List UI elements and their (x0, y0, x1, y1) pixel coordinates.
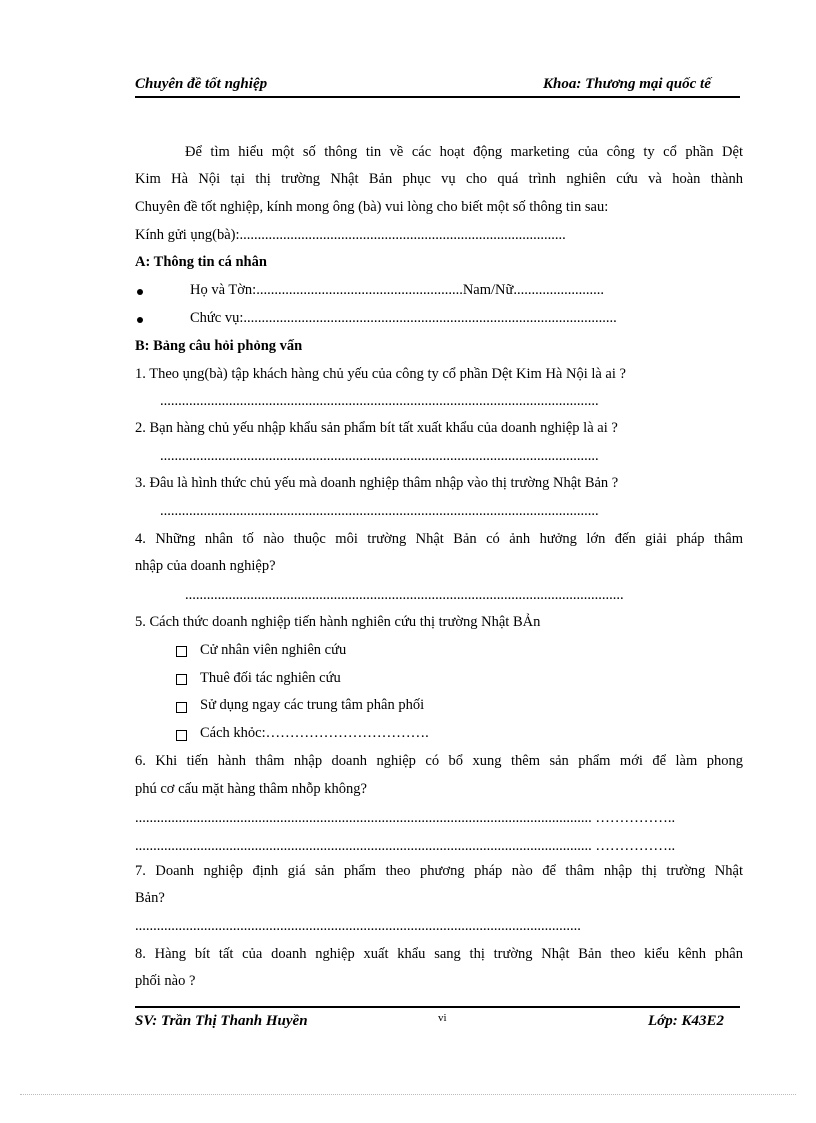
footer-rule (135, 1006, 740, 1008)
checkbox-icon[interactable] (176, 702, 187, 713)
intro-line-4: Kính gửi ụng(bà):.......................................................................................... (135, 227, 566, 243)
answer-line-3: ......................................................................................................................... (160, 503, 599, 519)
question-5: 5. Cách thức doanh nghiệp tiến hành nghiên cứu thị trường Nhật BẢn (135, 614, 541, 630)
header-right: Khoa: Thương mại quốc tế (543, 76, 711, 92)
question-6-line-1: 6. Khi tiến hành thâm nhập doanh nghiệp có bổ xung thêm sản phẩm mới để làm phong (135, 753, 743, 769)
question-3: 3. Đâu là hình thức chủ yếu mà doanh nghiệp thâm nhập vào thị trường Nhật Bản ? (135, 475, 619, 491)
question-8-line-1: 8. Hàng bít tất của doanh nghiệp xuất khẩu sang thị trường Nhật Bản theo kiểu kênh phân (135, 946, 743, 962)
section-b-title: B: Bảng câu hỏi phỏng vấn (135, 338, 303, 354)
section-a-title: A: Thông tin cá nhân (135, 254, 267, 270)
question-2: 2. Bạn hàng chủ yếu nhập khẩu sản phẩm bít tất xuất khẩu của doanh nghiệp là ai ? (135, 420, 618, 436)
header-rule (135, 96, 740, 98)
intro-line-3: Chuyên đề tốt nghiệp, kính mong ông (bà) vui lòng cho biết một số thông tin sau: (135, 199, 609, 215)
question-1: 1. Theo ụng(bà) tập khách hàng chủ yếu của công ty cổ phần Dệt Kim Hà Nội là ai ? (135, 366, 626, 382)
answer-line-1: ......................................................................................................................... (160, 393, 599, 409)
intro-line-2: Kim Hà Nội tại thị trường Nhật Bản phục vụ cho quá trình nghiên cứu và hoàn thành (135, 171, 743, 187)
checkbox-icon[interactable] (176, 674, 187, 685)
bullet-icon (137, 317, 143, 323)
option-1: Cử nhân viên nghiên cứu (200, 642, 347, 658)
question-4-line-1: 4. Những nhân tố nào thuộc môi trường Nhật Bản có ảnh hưởng lớn đến giải pháp thâm (135, 531, 743, 547)
question-4-line-2: nhập của doanh nghiệp? (135, 558, 276, 574)
answer-line-7: ........................................................................................................................... (135, 918, 581, 934)
answer-line-6b: .............................................................................................................................. …………….. (135, 838, 676, 854)
name-gender-line: Họ và Tờn:.........................................................Nam/Nữ......................... (190, 282, 604, 298)
option-2: Thuê đối tác nghiên cứu (200, 670, 341, 686)
footer-class: Lớp: K43E2 (648, 1013, 724, 1029)
page-number: vi (438, 1012, 447, 1024)
question-7-line-1: 7. Doanh nghiệp định giá sản phẩm theo phương pháp nào để thâm nhập thị trường Nhật (135, 863, 743, 879)
position-line: Chức vụ:....................................................................................................... (190, 310, 617, 326)
bullet-icon (137, 289, 143, 295)
answer-line-4: ......................................................................................................................... (185, 587, 624, 603)
page-bottom-border (20, 1094, 796, 1095)
footer-student: SV: Trần Thị Thanh Huyền (135, 1013, 308, 1029)
question-7-line-2: Bản? (135, 890, 165, 906)
intro-line-1: Để tìm hiểu một số thông tin về các hoạt động marketing của công ty cổ phần Dệt (185, 144, 743, 160)
checkbox-icon[interactable] (176, 646, 187, 657)
option-3: Sử dụng ngay các trung tâm phân phối (200, 697, 425, 713)
answer-line-2: ......................................................................................................................... (160, 448, 599, 464)
answer-line-6a: .............................................................................................................................. …………….. (135, 810, 676, 826)
header-left: Chuyên đề tốt nghiệp (135, 76, 268, 92)
option-4: Cách khỏc:……………………………. (200, 725, 429, 741)
checkbox-icon[interactable] (176, 730, 187, 741)
question-8-line-2: phối nào ? (135, 973, 196, 989)
question-6-line-2: phú cơ cấu mặt hàng thâm nhỗp không? (135, 781, 367, 797)
